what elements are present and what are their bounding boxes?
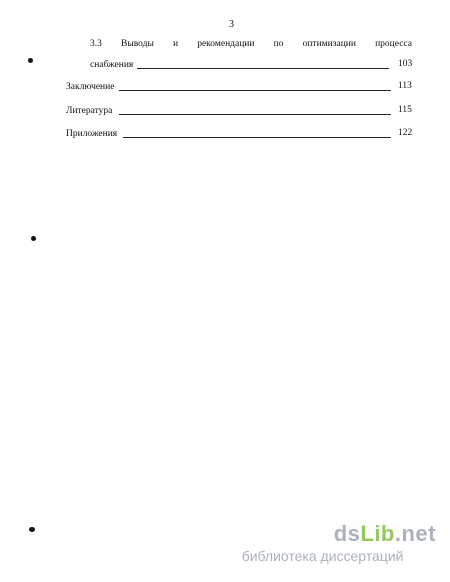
toc-word: оптимизации (302, 39, 356, 49)
toc-leader-rule (119, 90, 391, 91)
toc-entry-literature[interactable]: Литература (66, 106, 113, 116)
dslib-logo: dsLib.net (333, 521, 436, 546)
dslib-subtitle: библиотека диссертаций (241, 548, 404, 564)
toc-entry-3-3-page: 103 (398, 59, 413, 69)
toc-entry-3-3-heading[interactable] (90, 38, 412, 50)
toc-word: по (273, 39, 284, 49)
toc-entry-3-3-prefix: 3.3 (90, 39, 102, 49)
toc-leader-rule (137, 68, 389, 69)
toc-entry-literature-page: 115 (398, 105, 412, 115)
toc-word: процесса (375, 39, 412, 49)
toc-entry-appendices-page: 122 (398, 128, 413, 138)
toc-leader-rule (123, 137, 391, 138)
scan-speck (31, 236, 36, 241)
toc-word: и (172, 39, 179, 49)
toc-entry-appendices[interactable]: Приложения (66, 129, 118, 139)
toc-word: рекомендации (197, 39, 255, 49)
toc-entry-conclusion[interactable]: Заключение (66, 82, 115, 92)
toc-entry-3-3-continuation[interactable]: снабжения (90, 60, 134, 70)
page-number: 3 (229, 19, 234, 30)
toc-word: Выводы (121, 39, 154, 49)
scan-speck (28, 58, 33, 63)
toc-leader-rule (119, 114, 391, 115)
dslib-watermark (241, 521, 436, 564)
toc-entry-conclusion-page: 113 (398, 81, 412, 91)
scan-speck (29, 527, 35, 532)
